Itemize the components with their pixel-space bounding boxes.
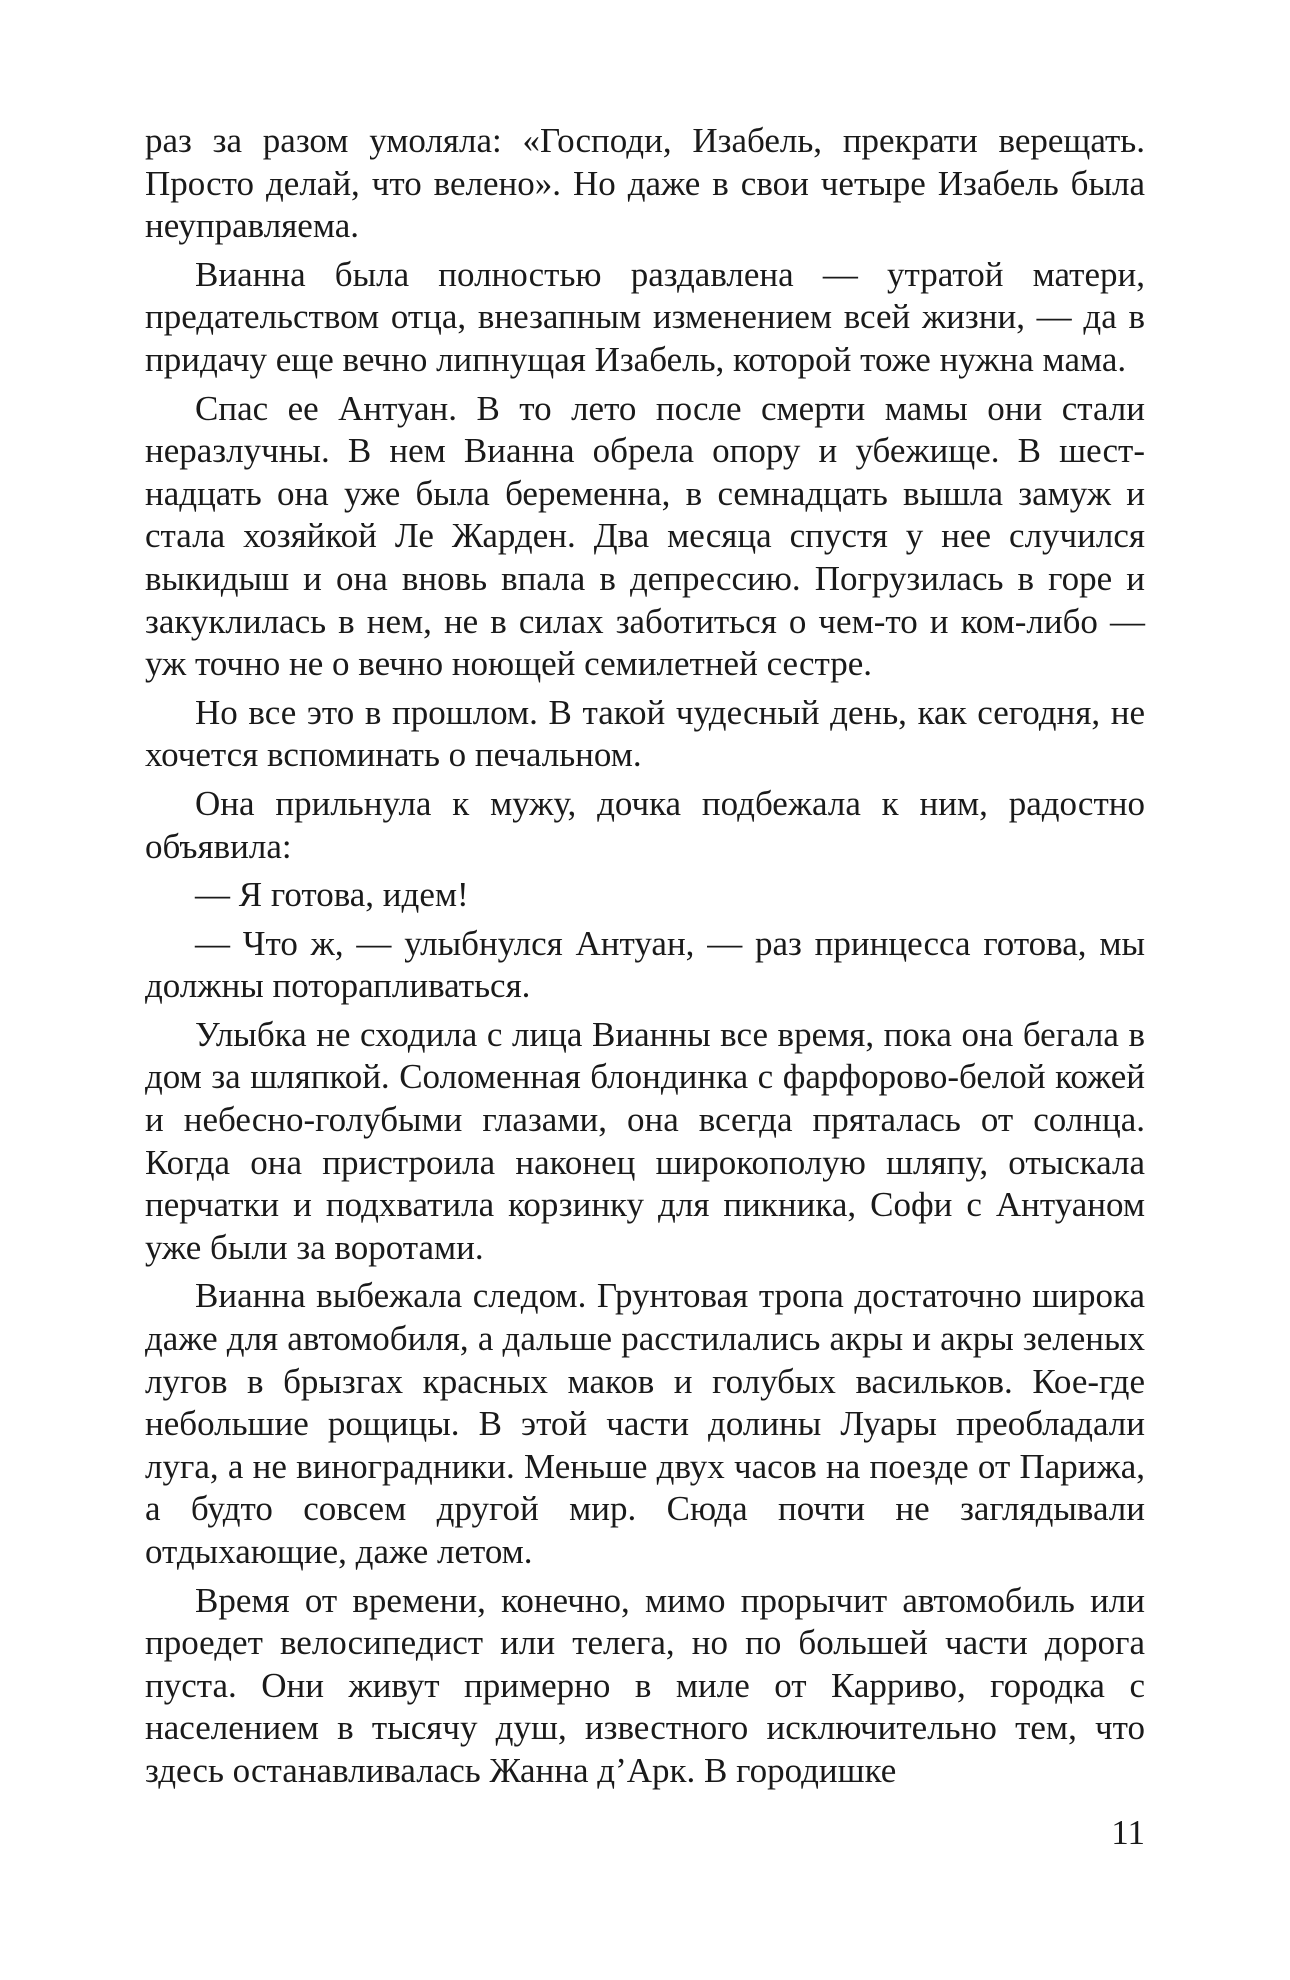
paragraph-1: раз за разом умоляла: «Господи, Изабель, прекрати верещать. Просто делай, что велено». Но даже в свои четыре Изабель была неуправляема. — [145, 121, 1145, 246]
paragraph-4: Но все это в прошлом. В такой чудесный день, как сегодня, не хочется вспоминать о печальном. — [145, 692, 1145, 775]
page-number: 11 — [1111, 1813, 1145, 1852]
paragraph-2: Вианна была полностью раздавлена — утратой матери, предательством отца, внезапным изменением всей жизни, — да в придачу еще вечно липнущая Изабель, которой тоже нужна мама. — [145, 254, 1145, 379]
paragraph-5: Она прильнула к мужу, дочка подбежала к ним, радостно объявила: — [145, 783, 1145, 866]
paragraph-8: Время от времени, конечно, мимо прорычит автомобиль или проедет велосипедист или телега, но по большей части дорога пуста. Они живут примерно в миле от Карриво, городка с населением в тысячу душ, известного исключительно тем, что здесь останавливалась Жанна д’Арк. В городишке — [145, 1580, 1145, 1790]
dialogue-line-2: — Что ж, — улыбнулся Антуан, — раз принцесса готова, мы должны поторапливаться. — [145, 923, 1145, 1006]
dialogue-line-1: — Я готова, идем! — [195, 875, 469, 915]
body-text — [145, 120, 1145, 1799]
paragraph-7: Вианна выбежала следом. Грунтовая тропа достаточно широка даже для автомобиля, а дальше расстилались акры и акры зеленых лугов в брызгах красных маков и голубых васильков. Кое-где небольшие рощицы. В этой части долины Луары преобладали луга, а не виноградники. Меньше двух часов на поезде от Парижа, а будто совсем другой мир. Сюда почти не заглядывали отдыхающие, даже летом. — [145, 1276, 1145, 1571]
paragraph-6: Улыбка не сходила с лица Вианны все время, пока она бегала в дом за шляпкой. Соломенная блондинка с фарфорово-белой кожей и небесно-голубыми глазами, она всегда пряталась от солнца. Когда она пристроила наконец широкополую шляпу, отыскала перчатки и подхватила корзинку для пикника, Софи с Антуаном уже были за воротами. — [145, 1014, 1145, 1267]
paragraph-3: Спас ее Антуан. В то лето после смерти мамы они стали неразлучны. В нем Вианна обрела опору и убежище. В шестнадцать она уже была беременна, в семнадцать вышла замуж и стала хозяйкой Ле Жарден. Два месяца спустя у нее случился выкидыш и она вновь впала в депрессию. Погрузилась в горе и закуклилась в нем, не в силах заботиться о чем-то и ком-либо — уж точно не о вечно ноющей семилетней сестре. — [145, 388, 1145, 684]
